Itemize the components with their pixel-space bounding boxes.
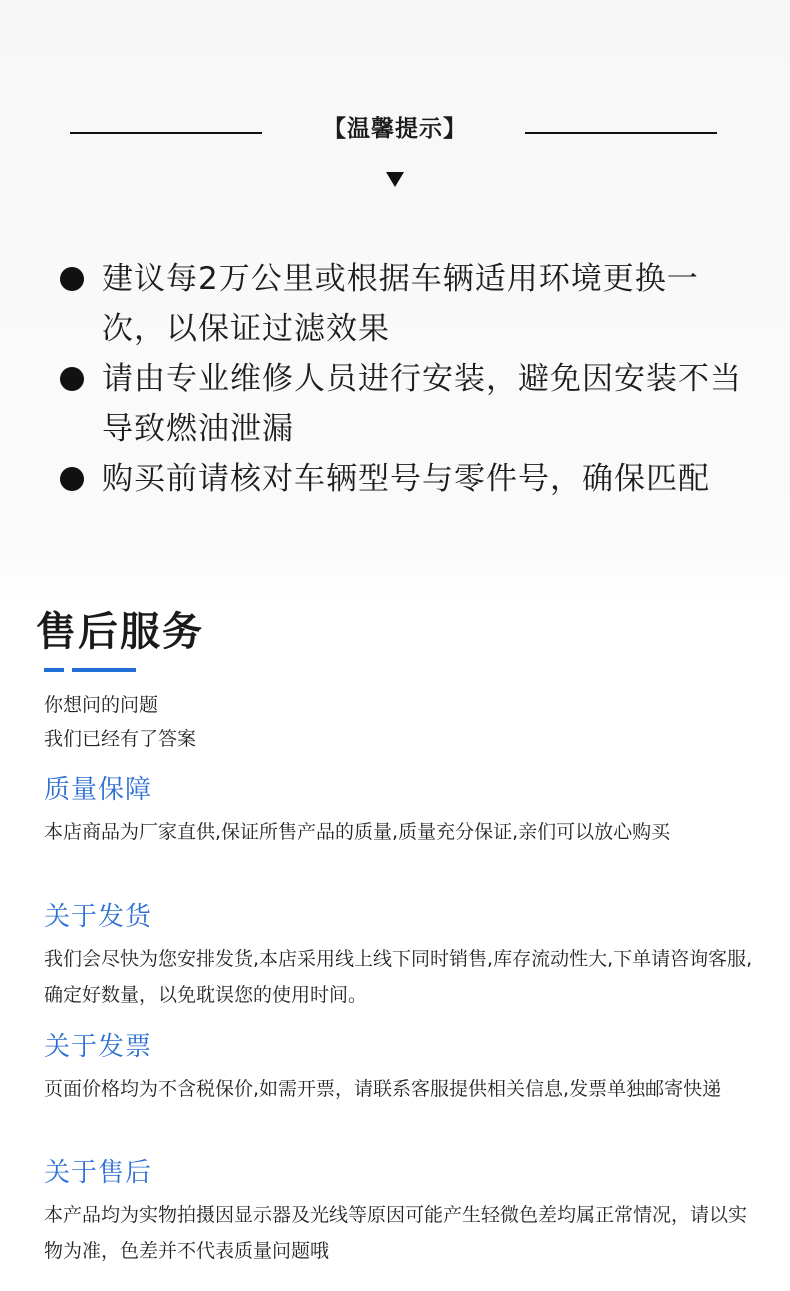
bullet-icon	[60, 467, 84, 491]
qa-heading: 质量保障	[44, 775, 153, 805]
qa-shipping	[44, 899, 764, 1013]
intro-line: 你想问的问题	[44, 694, 159, 716]
qa-quality	[44, 772, 764, 850]
title-underline-short	[44, 668, 64, 672]
qa-body: 本产品均为实物拍摄因显示器及光线等原因可能产生轻微色差均属正常情况，请以实物为准，色差并不代表质量问题哦	[44, 1204, 748, 1262]
tip-text: 请由专业维修人员进行安装，避免因安装不当导致燃油泄漏	[102, 361, 742, 447]
tip-list	[56, 254, 756, 504]
title-underline-long	[72, 668, 136, 672]
qa-body: 页面价格均为不含税保价,如需开票，请联系客服提供相关信息,发票单独邮寄快递	[44, 1078, 722, 1100]
tip-text: 购买前请核对车辆型号与零件号，确保匹配	[102, 461, 710, 497]
qa-body: 我们会尽快为您安排发货,本店采用线上线下同时销售,库存流动性大,下单请咨询客服,确定好数量，以免耽误您的使用时间。	[44, 948, 753, 1006]
qa-heading: 关于售后	[44, 1158, 153, 1188]
triangle-down-icon	[386, 172, 404, 187]
bullet-icon	[60, 367, 84, 391]
tip-title: 【温馨提示】	[323, 116, 467, 142]
tip-text: 建议每2万公里或根据车辆适用环境更换一次，以保证过滤效果	[102, 261, 699, 347]
qa-body: 本店商品为厂家直供,保证所售产品的质量,质量充分保证,亲们可以放心购买	[44, 821, 671, 843]
tip-list-item	[56, 354, 756, 454]
qa-heading: 关于发票	[44, 1032, 153, 1062]
tip-header	[0, 110, 790, 140]
after-sales-intro	[44, 688, 196, 756]
qa-after-sales	[44, 1155, 764, 1269]
tip-divider-right	[525, 132, 717, 134]
qa-heading: 关于发货	[44, 902, 153, 932]
intro-line: 我们已经有了答案	[44, 728, 197, 750]
tip-list-item	[56, 254, 756, 354]
after-sales-title: 售后服务	[36, 609, 204, 655]
bullet-icon	[60, 267, 84, 291]
qa-invoice	[44, 1029, 764, 1107]
tip-list-item	[56, 454, 756, 504]
